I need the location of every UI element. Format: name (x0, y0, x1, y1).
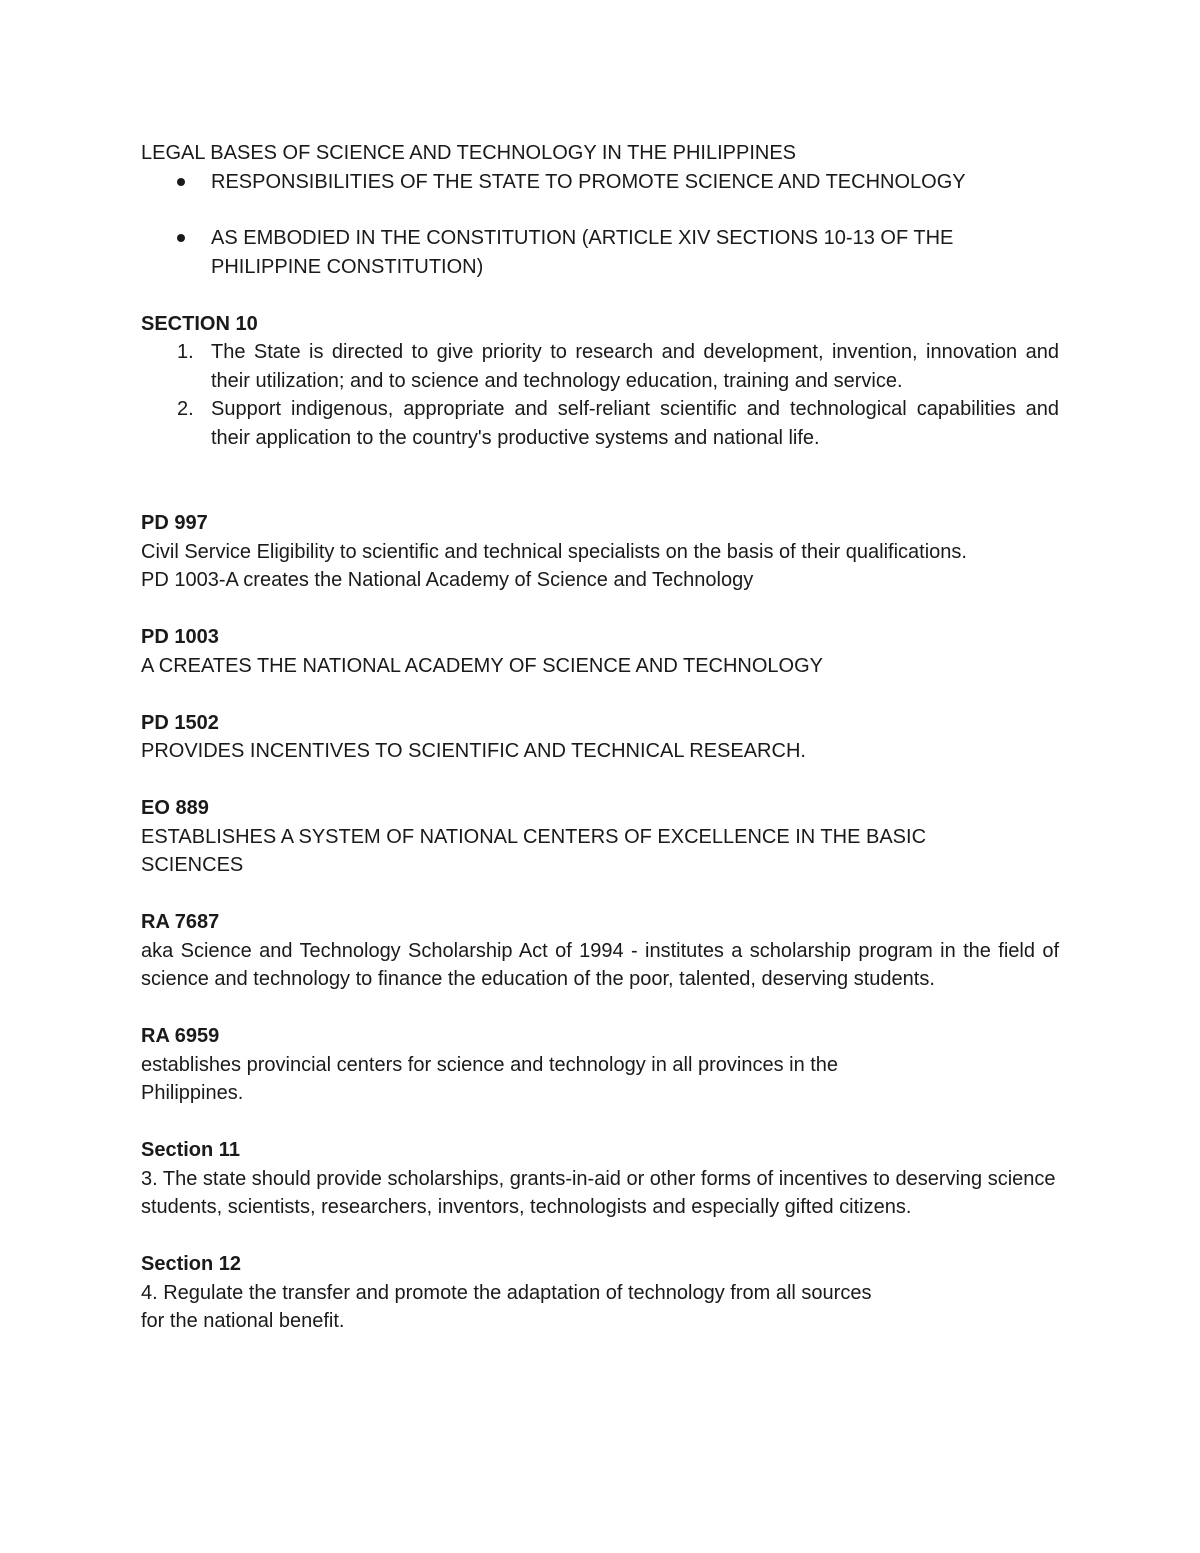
bullet-item (141, 224, 1059, 281)
list-item (141, 338, 1059, 395)
bullet-icon (177, 234, 185, 242)
pd-1502-text: PROVIDES INCENTIVES TO SCIENTIFIC AND TECHNICAL RESEARCH. (141, 740, 806, 762)
section-10-heading: SECTION 10 (141, 312, 258, 335)
bullet-text: RESPONSIBILITIES OF THE STATE TO PROMOTE SCIENCE AND TECHNOLOGY (211, 170, 966, 193)
section-12-text: for the national benefit. (141, 1310, 345, 1332)
section-11-text: 3. The state should provide scholarships, grants-in-aid or other forms of incentives to deserving science students, scientists, researchers, inventors, technologists and especially gifted citizens. (141, 1167, 1056, 1218)
document-title: LEGAL BASES OF SCIENCE AND TECHNOLOGY IN THE PHILIPPINES (141, 142, 797, 164)
section-12-text: 4. Regulate the transfer and promote the adaptation of technology from all sources (141, 1281, 872, 1304)
bullet-icon (177, 178, 185, 186)
ra-7687-text: aka Science and Technology Scholarship Act of 1994 - institutes a scholarship program in the field of science and technology to finance the education of the poor, talented, deserving students. (141, 939, 1059, 990)
eo-889-text: ESTABLISHES A SYSTEM OF NATIONAL CENTERS OF EXCELLENCE IN THE BASIC (141, 825, 927, 848)
ra-6959-text: establishes provincial centers for science and technology in all provinces in the (141, 1053, 839, 1076)
list-item (141, 395, 1059, 452)
section-11-heading: Section 11 (141, 1139, 240, 1161)
eo-889-text: SCIENCES (141, 854, 244, 876)
list-text: The State is directed to give priority to research and development, invention, innovation and their utilization; and to science and technology education, training and service. (211, 341, 1059, 392)
list-number: 1. (177, 341, 194, 363)
pd-997-text: Civil Service Eligibility to scientific and technical specialists on the basis of their qualifications. (141, 540, 967, 563)
bullet-item (141, 168, 1059, 197)
document-body (141, 139, 1059, 1336)
bullet-list (141, 168, 1059, 282)
pd-997-heading: PD 997 (141, 512, 208, 534)
ra-6959-heading: RA 6959 (141, 1025, 220, 1047)
pd-1502-heading: PD 1502 (141, 711, 219, 734)
pd-997-text: PD 1003-A creates the National Academy of Science and Technology (141, 569, 754, 591)
list-text: Support indigenous, appropriate and self-reliant scientific and technological capabilities and their application to the country's productive systems and national life. (211, 398, 1059, 449)
section-10-list (141, 338, 1059, 452)
pd-1003-text: A CREATES THE NATIONAL ACADEMY OF SCIENCE AND TECHNOLOGY (141, 654, 824, 677)
ra-6959-text: Philippines. (141, 1082, 244, 1104)
section-12-heading: Section 12 (141, 1253, 242, 1275)
bullet-text: AS EMBODIED IN THE CONSTITUTION (ARTICLE XIV SECTIONS 10-13 OF THE PHILIPPINE CONSTITUTION) (211, 227, 954, 278)
list-number: 2. (177, 398, 194, 420)
ra-7687-heading: RA 7687 (141, 911, 220, 933)
eo-889-heading: EO 889 (141, 797, 209, 819)
pd-1003-heading: PD 1003 (141, 626, 219, 648)
